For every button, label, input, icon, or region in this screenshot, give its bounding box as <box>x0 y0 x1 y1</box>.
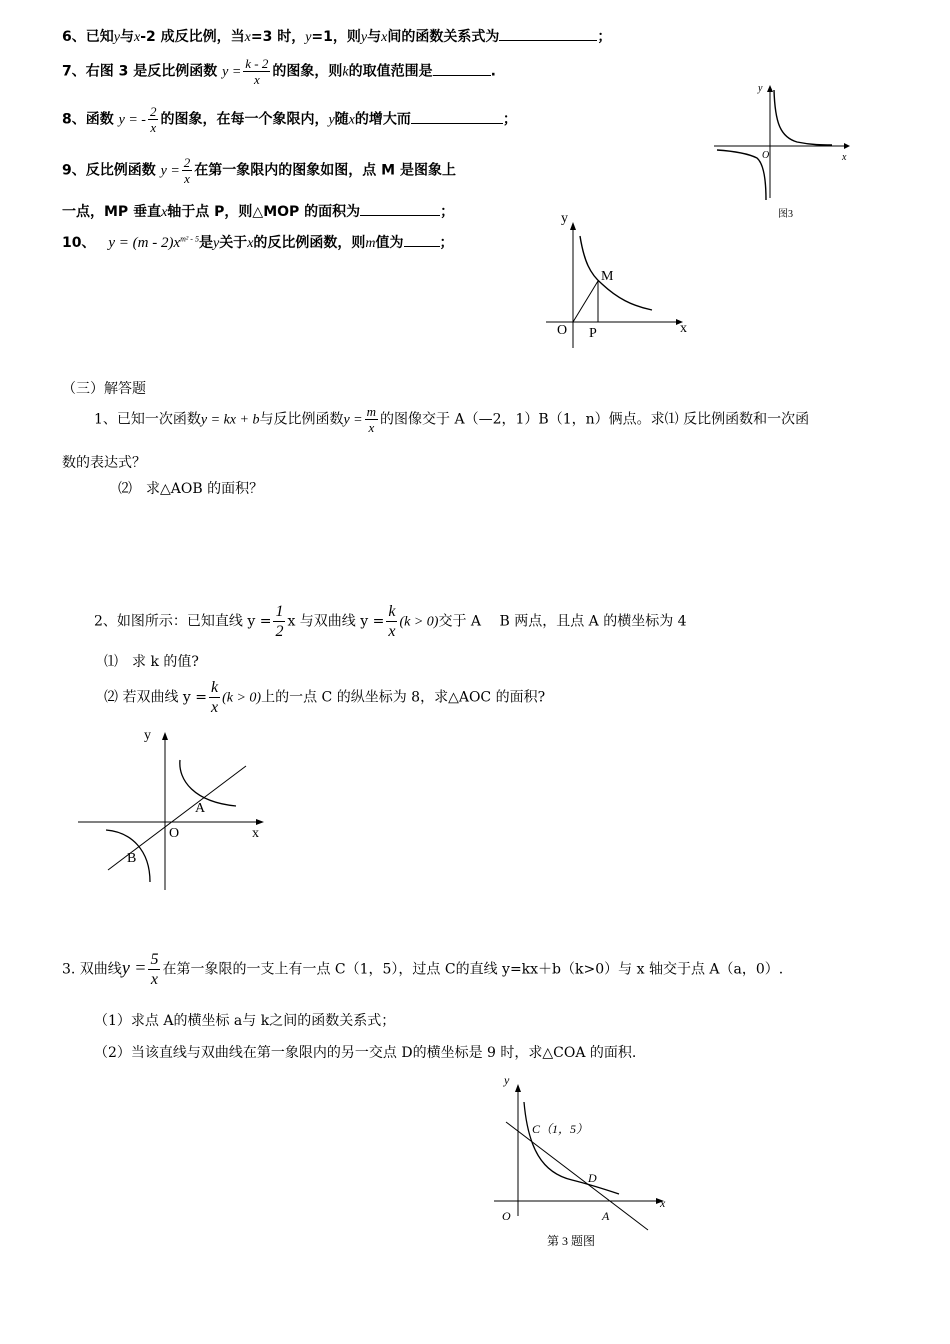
question-7: 7、右图 3 是反比例函数 y = $\frac{k - 2}{x}$ 的图象，则k的取值范围是 . <box>62 56 496 87</box>
question-8: 8、函数 y = - $\frac{2}{x}$ 的图象，在每一个象限内，y随x的增大而 ； <box>62 104 517 135</box>
x-axis-label: x <box>252 826 259 841</box>
y-axis-arrow-icon <box>570 222 576 230</box>
x-axis-arrow-icon <box>844 143 850 149</box>
problem-1: 1、已知一次函数y = kx + b与反比例函数y = $\frac{m}{x}$ 的图像交于 A（—2，1）B（1，n）俩点。求⑴ 反比例函数和一次函 <box>94 404 810 435</box>
question-9-line-2: 一点，MP 垂直x轴于点 P，则△MOP 的面积为 ； <box>62 204 455 220</box>
point-a-label: A <box>195 801 206 816</box>
answer-blank <box>499 28 597 41</box>
origin-label: O <box>557 323 568 338</box>
problem-3-part-1: （1）求点 A的横坐标 a与 k之间的函数关系式； <box>94 1013 396 1029</box>
section-heading: （三）解答题 <box>62 381 146 397</box>
x-axis-arrow-icon <box>256 819 264 825</box>
y-axis-label: y <box>758 83 763 94</box>
origin-label: O <box>502 1209 511 1223</box>
point-p-label: P <box>589 326 597 341</box>
figure-caption: 第 3 题图 <box>547 1234 596 1248</box>
x-axis-label: x <box>680 321 687 336</box>
y-axis-label: y <box>504 1073 510 1087</box>
origin-label: O <box>169 826 180 841</box>
figure-caption: 图3 <box>778 209 793 220</box>
figure-mop-graph <box>542 206 702 356</box>
y-axis-label: y <box>561 211 568 226</box>
answer-blank <box>411 111 503 124</box>
problem-2: 2、如图所示：已知直线 y = $\frac{1}{2}$ x 与双曲线 y = $\frac{k}{x}$ (k > 0)交于 A B 两点，且点 A 的横坐标为 4 <box>94 603 687 640</box>
y-axis-arrow-icon <box>515 1084 521 1092</box>
problem-1-part-2: ⑵ 求△AOB 的面积？ <box>118 481 264 497</box>
figure-cd-graph <box>492 1070 682 1260</box>
origin-label: O <box>762 150 770 161</box>
figure-3-graph <box>712 82 862 222</box>
y-axis-arrow-icon <box>162 732 168 740</box>
question-9: 9、反比例函数 y = $\frac{2}{x}$ 在第一象限内的图象如图，点 M 是图象上 <box>62 155 456 186</box>
hyperbola-branch-lower <box>717 150 766 200</box>
answer-blank <box>404 234 440 247</box>
hyperbola-curve <box>580 236 652 310</box>
point-b-label: B <box>127 851 137 866</box>
problem-2-part-2: ⑵ 若双曲线 y = $\frac{k}{x}$ (k > 0)上的一点 C 的纵坐标为 8，求△AOC 的面积? <box>104 679 546 716</box>
problem-3: 3. 双曲线y = $\frac{5}{x}$ 在第一象限的一支上有一点 C（1，5），过点 C的直线 y=kx＋b（k>0）与 x 轴交于点 A（a，0）. <box>62 951 784 988</box>
hyperbola-branch-first-quadrant <box>180 760 236 806</box>
point-c-label: C（1，5） <box>532 1122 589 1136</box>
point-d-label: D <box>588 1171 597 1185</box>
problem-3-part-2: （2）当该直线与双曲线在第一象限内的另一交点 D的横坐标是 9 时，求△COA 的面积. <box>94 1045 637 1061</box>
problem-2-part-1: ⑴ 求 k 的值? <box>104 654 199 670</box>
segment-om <box>573 281 598 322</box>
line-cd <box>506 1122 648 1230</box>
figure-ab-graph <box>76 722 276 892</box>
question-10: 10、 $y = (m - 2)x^{m^2 - 5}$是y关于x的反比例函数，则m值为 ； <box>62 234 454 251</box>
answer-blank <box>433 63 491 76</box>
problem-1-line-2: 数的表达式？ <box>62 455 146 471</box>
hyperbola-curve <box>524 1102 619 1194</box>
point-a-label: A <box>602 1209 610 1223</box>
x-axis-label: x <box>842 152 847 163</box>
y-axis-arrow-icon <box>767 85 773 92</box>
point-m-label: M <box>601 269 614 284</box>
answer-blank <box>360 203 440 216</box>
x-axis-label: x <box>660 1196 666 1210</box>
question-6: 6、已知y与x-2 成反比例，当x=3 时，y=1，则y与x间的函数关系式为 ； <box>62 29 612 45</box>
y-axis-label: y <box>144 728 151 743</box>
hyperbola-branch-upper <box>774 90 832 145</box>
